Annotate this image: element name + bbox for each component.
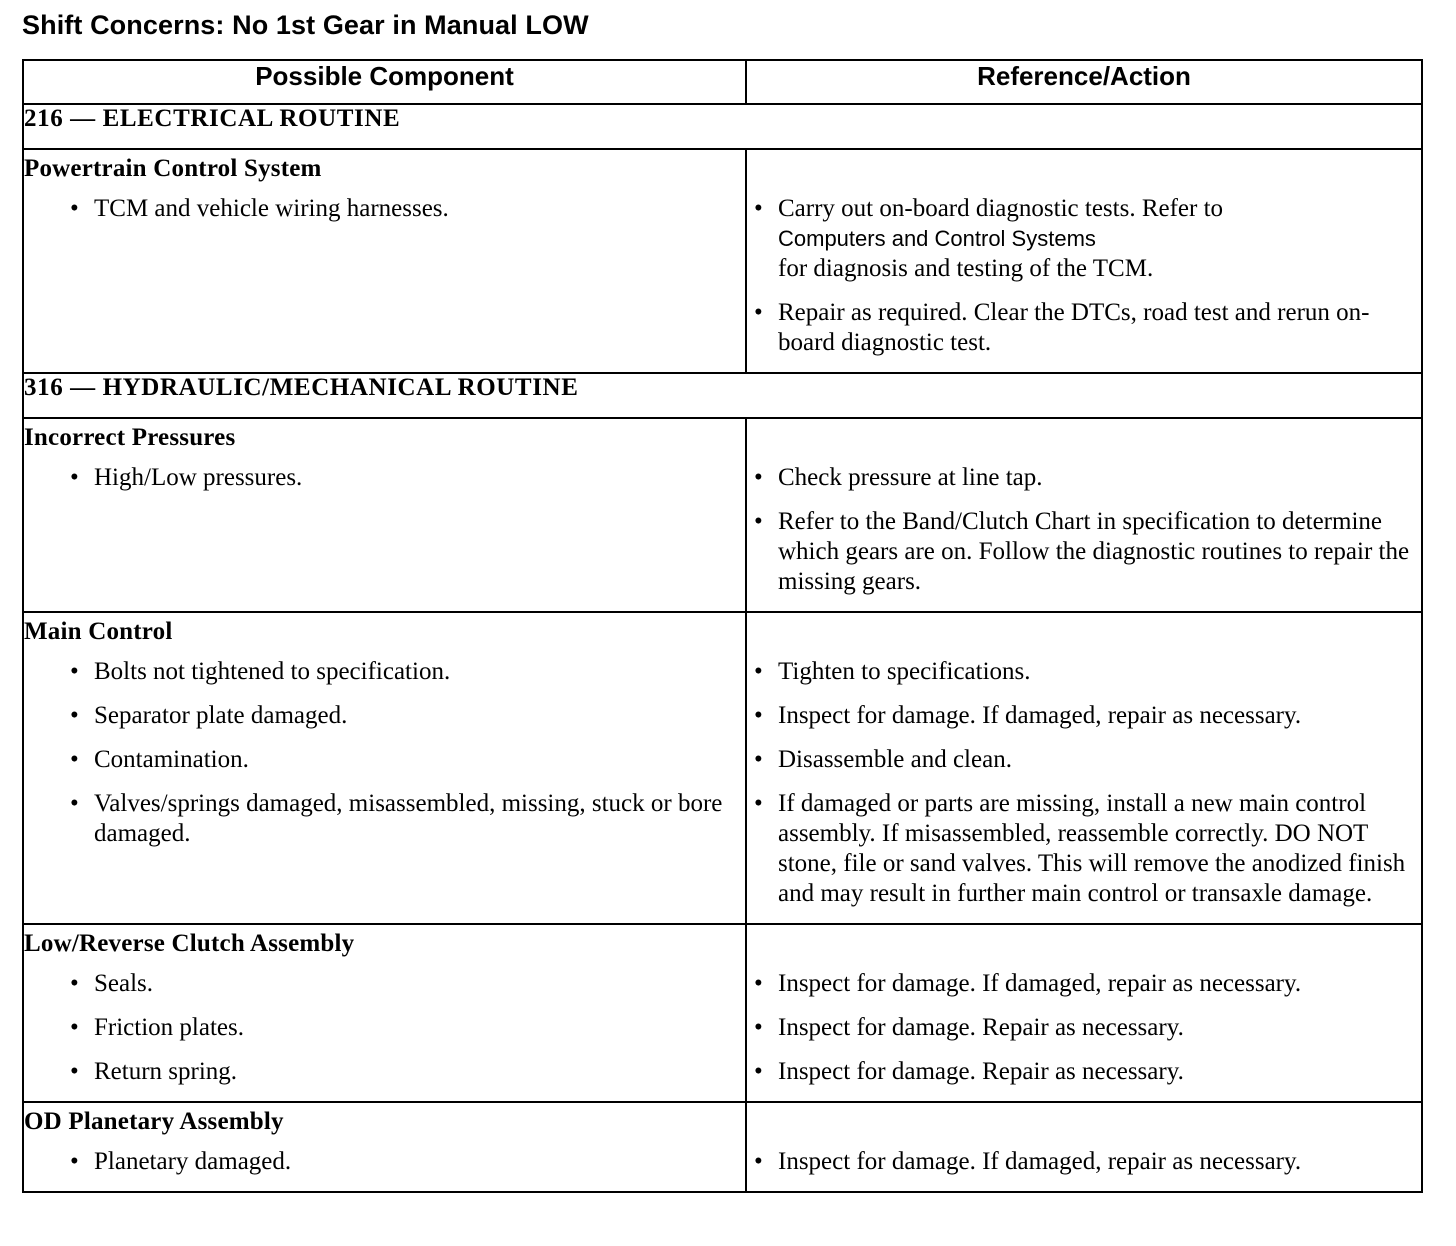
component-item (24, 1013, 745, 1043)
table-body (23, 104, 1422, 1192)
bullet-icon: • (70, 1058, 79, 1085)
action-text: Inspect for damage. If damaged, repair as necessary. (778, 970, 1302, 997)
component-cell (23, 418, 746, 612)
action-text: Refer to the Band/Clutch Chart in specification to determine which gears are on. Follow the diagnostic routines to repair the missing gears. (778, 508, 1410, 595)
action-text: Inspect for damage. If damaged, repair as necessary. (778, 702, 1302, 729)
action-text: Check pressure at line tap. (778, 464, 1043, 491)
component-item (24, 969, 745, 999)
bullet-icon: • (754, 746, 763, 773)
bullet-icon: • (754, 464, 763, 491)
component-group-title: Powertrain Control System (24, 155, 322, 182)
action-cell (746, 149, 1422, 373)
component-text: Friction plates. (94, 1014, 244, 1041)
bullet-icon: • (70, 658, 79, 685)
action-item (747, 789, 1421, 909)
bullet-icon: • (754, 1058, 763, 1085)
action-item (747, 463, 1421, 493)
action-text: Tighten to specifications. (778, 658, 1031, 685)
column-header-component: Possible Component (23, 60, 746, 104)
component-text: Return spring. (94, 1058, 238, 1085)
action-item (747, 1057, 1421, 1087)
section-label: 316 — HYDRAULIC/MECHANICAL ROUTINE (23, 373, 1422, 418)
bullet-icon: • (754, 508, 763, 535)
component-text: TCM and vehicle wiring harnesses. (94, 195, 449, 222)
action-item (747, 194, 1421, 284)
component-text: Seals. (94, 970, 154, 997)
component-item (24, 463, 745, 493)
component-item (24, 745, 745, 775)
column-header-action: Reference/Action (746, 60, 1422, 104)
action-spacer (747, 925, 1421, 969)
bullet-icon: • (754, 1148, 763, 1175)
page-title: Shift Concerns: No 1st Gear in Manual LOW (22, 10, 589, 40)
section-label: 216 — ELECTRICAL ROUTINE (23, 104, 1422, 149)
action-text: Repair as required. Clear the DTCs, road test and rerun on-board diagnostic test. (778, 299, 1370, 356)
component-cell (23, 924, 746, 1102)
bullet-icon: • (70, 195, 79, 222)
action-text: Disassemble and clean. (778, 746, 1012, 773)
component-cell (23, 612, 746, 924)
component-cell (23, 149, 746, 373)
bullet-icon: • (754, 299, 763, 326)
table-row (23, 418, 1422, 612)
action-cell (746, 1102, 1422, 1192)
bullet-icon: • (70, 1014, 79, 1041)
action-item (747, 657, 1421, 687)
action-item (747, 701, 1421, 731)
component-item (24, 1147, 745, 1177)
action-spacer (747, 1103, 1421, 1147)
component-item (24, 657, 745, 687)
component-text: Bolts not tightened to specification. (94, 658, 451, 685)
component-group-title: OD Planetary Assembly (24, 1108, 284, 1135)
action-text: Inspect for damage. Repair as necessary. (778, 1014, 1184, 1041)
action-text: If damaged or parts are missing, install a new main control assembly. If misassembled, reassemble correctly. DO NOT stone, file or sand valves. This will remove the anodized finish and may result in further main control or transaxle damage. (778, 790, 1406, 907)
action-spacer (747, 150, 1421, 194)
bullet-icon: • (754, 1014, 763, 1041)
component-text: High/Low pressures. (94, 464, 303, 491)
action-cell (746, 924, 1422, 1102)
action-item (747, 1147, 1421, 1177)
action-text: Inspect for damage. If damaged, repair as necessary. (778, 1148, 1302, 1175)
bullet-icon: • (70, 1148, 79, 1175)
section-row (23, 104, 1422, 149)
component-item (24, 1057, 745, 1087)
component-group-title: Main Control (24, 618, 173, 645)
action-text: Inspect for damage. Repair as necessary. (778, 1058, 1184, 1085)
bullet-icon: • (70, 790, 79, 817)
action-item (747, 969, 1421, 999)
action-item (747, 507, 1421, 597)
bullet-icon: • (70, 702, 79, 729)
component-item (24, 701, 745, 731)
component-text: Valves/springs damaged, misassembled, missing, stuck or bore damaged. (94, 790, 723, 847)
bullet-icon: • (70, 746, 79, 773)
table-row (23, 924, 1422, 1102)
bullet-icon: • (70, 970, 79, 997)
action-text-tail: for diagnosis and testing of the TCM. (778, 255, 1154, 282)
component-item (24, 789, 745, 849)
action-item (747, 745, 1421, 775)
component-group-title: Incorrect Pressures (24, 424, 236, 451)
component-cell (23, 1102, 746, 1192)
component-group-title: Low/Reverse Clutch Assembly (24, 930, 355, 957)
table-row (23, 612, 1422, 924)
bullet-icon: • (754, 970, 763, 997)
bullet-icon: • (70, 464, 79, 491)
table-header-row (23, 60, 1422, 104)
section-row (23, 373, 1422, 418)
component-text: Contamination. (94, 746, 249, 773)
bullet-icon: • (754, 658, 763, 685)
reference-link: Computers and Control Systems (778, 226, 1096, 251)
component-text: Planetary damaged. (94, 1148, 292, 1175)
action-cell (746, 612, 1422, 924)
action-spacer (747, 613, 1421, 657)
bullet-icon: • (754, 195, 763, 222)
diagnosis-table (22, 59, 1423, 1193)
action-spacer (747, 419, 1421, 463)
bullet-icon: • (754, 702, 763, 729)
table-row (23, 149, 1422, 373)
table-row (23, 1102, 1422, 1192)
action-item (747, 298, 1421, 358)
component-text: Separator plate damaged. (94, 702, 348, 729)
action-cell (746, 418, 1422, 612)
action-text: Carry out on-board diagnostic tests. Refer to (778, 195, 1224, 222)
action-item (747, 1013, 1421, 1043)
component-item (24, 194, 745, 224)
bullet-icon: • (754, 790, 763, 817)
